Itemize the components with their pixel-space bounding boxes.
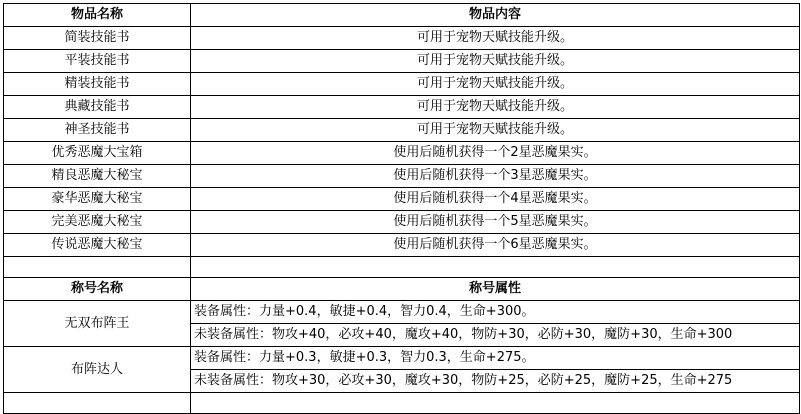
title-name-cell[interactable]: 布阵达人 <box>4 347 191 393</box>
title-unequipped-cell[interactable]: 未装备属性：物攻+30，必攻+30，魔攻+30，物防+25，必防+25，魔防+25，生命+275 <box>191 370 800 393</box>
title-equipped-cell[interactable]: 装备属性：力量+0.3，敏捷+0.3，智力0.3，生命+275。 <box>191 347 800 370</box>
table-row <box>4 301 800 324</box>
item-content-cell[interactable]: 可用于宠物天赋技能升级。 <box>191 50 800 73</box>
title-name-cell[interactable]: 无双布阵王 <box>4 301 191 347</box>
table-row <box>4 27 800 50</box>
item-content-cell[interactable]: 使用后随机获得一个5星恶魔果实。 <box>191 211 800 234</box>
empty-row <box>4 257 800 278</box>
titles-header-name[interactable]: 称号名称 <box>4 278 191 301</box>
empty-cell[interactable] <box>191 393 800 414</box>
item-name-cell[interactable]: 简装技能书 <box>4 27 191 50</box>
table-row <box>4 347 800 370</box>
titles-header-attributes[interactable]: 称号属性 <box>191 278 800 301</box>
table-row <box>4 50 800 73</box>
spreadsheet-table <box>3 3 800 414</box>
item-name-cell[interactable]: 完美恶魔大秘宝 <box>4 211 191 234</box>
items-header-row <box>4 4 800 27</box>
empty-cell[interactable] <box>4 393 191 414</box>
table-row <box>4 96 800 119</box>
item-content-cell[interactable]: 使用后随机获得一个4星恶魔果实。 <box>191 188 800 211</box>
item-content-cell[interactable]: 可用于宠物天赋技能升级。 <box>191 96 800 119</box>
titles-header-row <box>4 278 800 301</box>
item-name-cell[interactable]: 优秀恶魔大宝箱 <box>4 142 191 165</box>
empty-cell[interactable] <box>4 257 191 278</box>
item-content-cell[interactable]: 使用后随机获得一个6星恶魔果实。 <box>191 234 800 257</box>
item-name-cell[interactable]: 典藏技能书 <box>4 96 191 119</box>
item-name-cell[interactable]: 精装技能书 <box>4 73 191 96</box>
item-content-cell[interactable]: 可用于宠物天赋技能升级。 <box>191 119 800 142</box>
table-row <box>4 211 800 234</box>
item-name-cell[interactable]: 豪华恶魔大秘宝 <box>4 188 191 211</box>
title-equipped-cell[interactable]: 装备属性：力量+0.4，敏捷+0.4，智力0.4，生命+300。 <box>191 301 800 324</box>
table-row <box>4 234 800 257</box>
item-name-cell[interactable]: 神圣技能书 <box>4 119 191 142</box>
table-row <box>4 73 800 96</box>
table-row <box>4 119 800 142</box>
items-header-content[interactable]: 物品内容 <box>191 4 800 27</box>
table-row <box>4 165 800 188</box>
items-header-name[interactable]: 物品名称 <box>4 4 191 27</box>
item-name-cell[interactable]: 平装技能书 <box>4 50 191 73</box>
item-content-cell[interactable]: 使用后随机获得一个2星恶魔果实。 <box>191 142 800 165</box>
item-name-cell[interactable]: 精良恶魔大秘宝 <box>4 165 191 188</box>
item-content-cell[interactable]: 可用于宠物天赋技能升级。 <box>191 27 800 50</box>
empty-row <box>4 393 800 414</box>
empty-cell[interactable] <box>191 257 800 278</box>
table-body <box>4 4 800 414</box>
table-row <box>4 142 800 165</box>
item-name-cell[interactable]: 传说恶魔大秘宝 <box>4 234 191 257</box>
table-row <box>4 188 800 211</box>
item-content-cell[interactable]: 可用于宠物天赋技能升级。 <box>191 73 800 96</box>
item-content-cell[interactable]: 使用后随机获得一个3星恶魔果实。 <box>191 165 800 188</box>
title-unequipped-cell[interactable]: 未装备属性：物攻+40，必攻+40，魔攻+40，物防+30，必防+30，魔防+30，生命+300 <box>191 324 800 347</box>
